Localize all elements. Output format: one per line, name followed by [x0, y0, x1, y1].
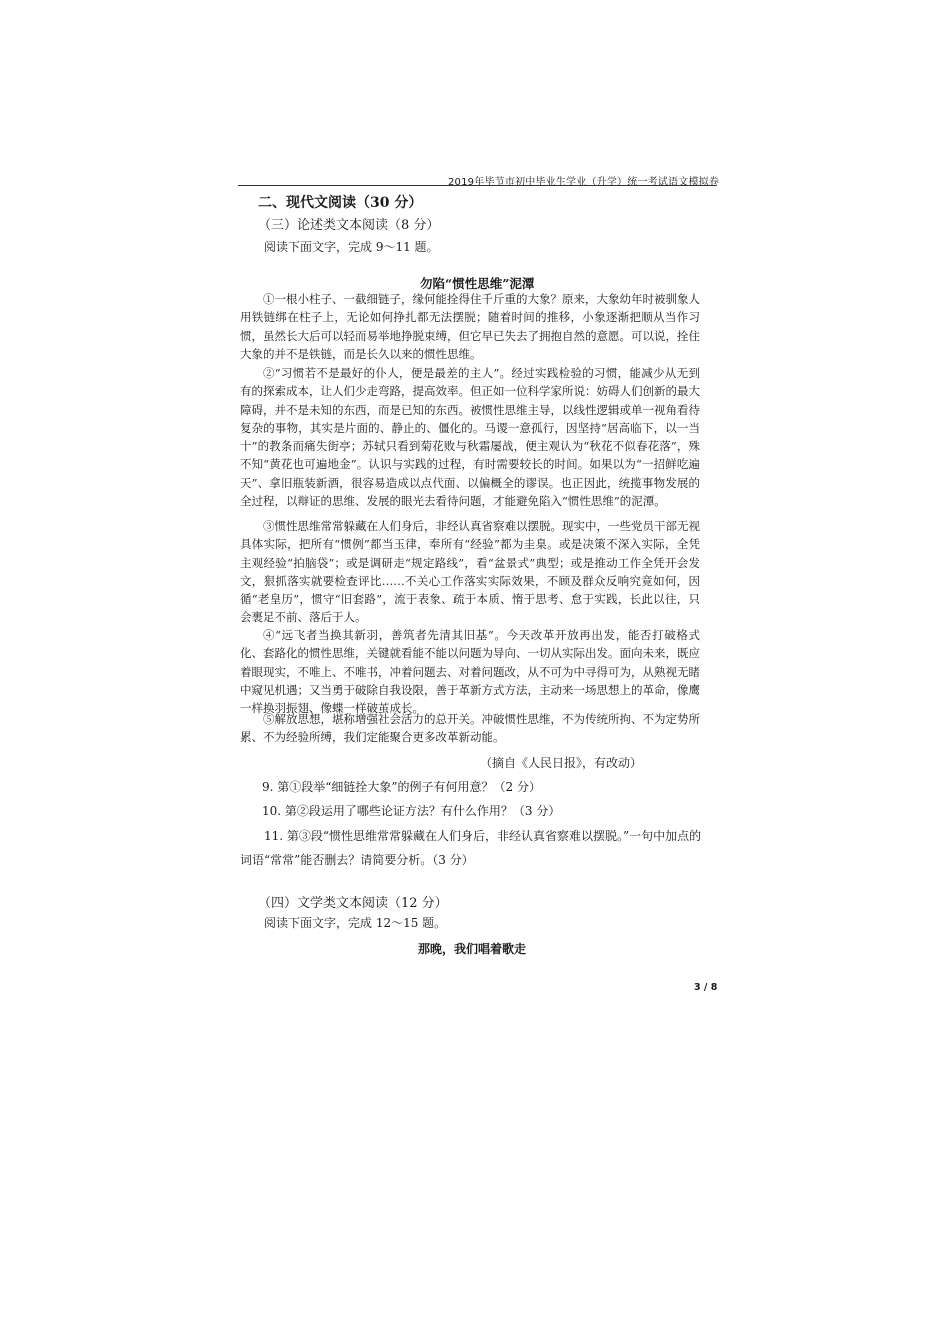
- article-paragraph-1: ①一根小柱子、一截细链子，缘何能拴得住千斤重的大象？原来，大象幼年时被驯象人用铁链绑在柱子上，无论如何挣扎都无法摆脱；随着时间的推移，小象逐渐把顺从当作习惯，虽然长大后可以轻而易举地挣脱束缚，但它早已失去了拥抱自然的意愿。可以说，拴住大象的并不是铁链，而是长久以来的惯性思维。: [240, 292, 700, 361]
- article-paragraph-4: ④“远飞者当换其新羽，善筑者先清其旧基”。今天改革开放再出发，能否打破格式化、套路化的惯性思维，关键就看能不能以问题为导向、一切从实际出发。面向未来，既应着眼现实，不唯上、不唯书，冲着问题去、对着问题改，从不可为中寻得可为，从熟视无睹中窥见机遇；又当勇于破除自我设限，善于革新方式方法，主动来一场思想上的革命，像鹰一样换羽振翅、像蝶一样破茧成长。: [240, 628, 700, 716]
- article-paragraph-5: ⑤解放思想，堪称增强社会活力的总开关。冲破惯性思维，不为传统所拘、不为定势所累、不为经验所缚，我们定能聚合更多改革新动能。: [240, 712, 700, 745]
- section-4-instruction: 阅读下面文字，完成 12～15 题。: [264, 916, 447, 930]
- question-11: 11. 第③段“惯性思维常常躲藏在人们身后，非经认真省察难以摆脱。”一句中加点的词语“常常”能否删去？请简要分析。（3 分）: [240, 829, 702, 867]
- article-paragraph-2: ②“习惯若不是最好的仆人，便是最差的主人”。经过实践检验的习惯，能减少从无到有的探索成本，让人们少走弯路，提高效率。但正如一位科学家所说：妨碍人们创新的最大障碍，并不是未知的东西，而是已知的东西。被惯性思维主导，以线性逻辑或单一视角看待复杂的事物，其实是片面的、静止的、僵化的。马谡一意孤行，因坚持“居高临下，以一当十”的教条而痛失街亭；苏轼只看到菊花败与秋霜屡战，便主观认为“秋花不似春花落”，殊不知“黄花也可遍地金”。认识与实践的过程，有时需要较长的时间。如果以为“一招鲜吃遍天”、拿旧瓶装新酒，很容易造成以点代面、以偏概全的谬误。也正因此，统揽事物发展的全过程，以辩证的思维、发展的眼光去看待问题，才能避免陷入“惯性思维”的泥潭。: [240, 366, 700, 509]
- section-3-title: （三）论述类文本阅读（8 分）: [258, 218, 440, 233]
- section-2-title: 二、现代文阅读（30 分）: [258, 195, 423, 211]
- exam-header-title: 2019年毕节市初中毕业生学业（升学）统一考试语文模拟卷: [448, 177, 720, 188]
- question-10: 10. 第②段运用了哪些论证方法？有什么作用？（3 分）: [262, 804, 561, 818]
- page-number: 3 / 8: [694, 982, 718, 993]
- section-4-article-title: 那晚，我们唱着歌走: [418, 942, 527, 956]
- header-divider: [238, 185, 716, 186]
- article-paragraph-3: ③惯性思维常常躲藏在人们身后，非经认真省察难以摆脱。现实中，一些党员干部无视具体实际，把所有“惯例”都当玉律，奉所有“经验”都为圭臬。或是决策不深入实际，全凭主观经验“拍脑袋”；或是调研走“规定路线”，看“盆景式”典型；或是推动工作全凭开会发文，狠抓落实就要检查评比……不关心工作落实实际效果，不顾及群众反响究竟如何，因循“老皇历”，惯守“旧套路”，流于表象、疏于本质、惰于思考、怠于实践，长此以往，只会裹足不前、落后于人。: [240, 519, 700, 625]
- section-3-instruction: 阅读下面文字，完成 9～11 题。: [264, 240, 439, 254]
- article-title: 勿陷“惯性思维”泥潭: [420, 276, 535, 291]
- article-source: （摘自《人民日报》，有改动）: [480, 756, 643, 770]
- question-9: 9. 第①段举“细链拴大象”的例子有何用意？（2 分）: [262, 780, 541, 794]
- section-4-title: （四）文学类文本阅读（12 分）: [258, 896, 448, 911]
